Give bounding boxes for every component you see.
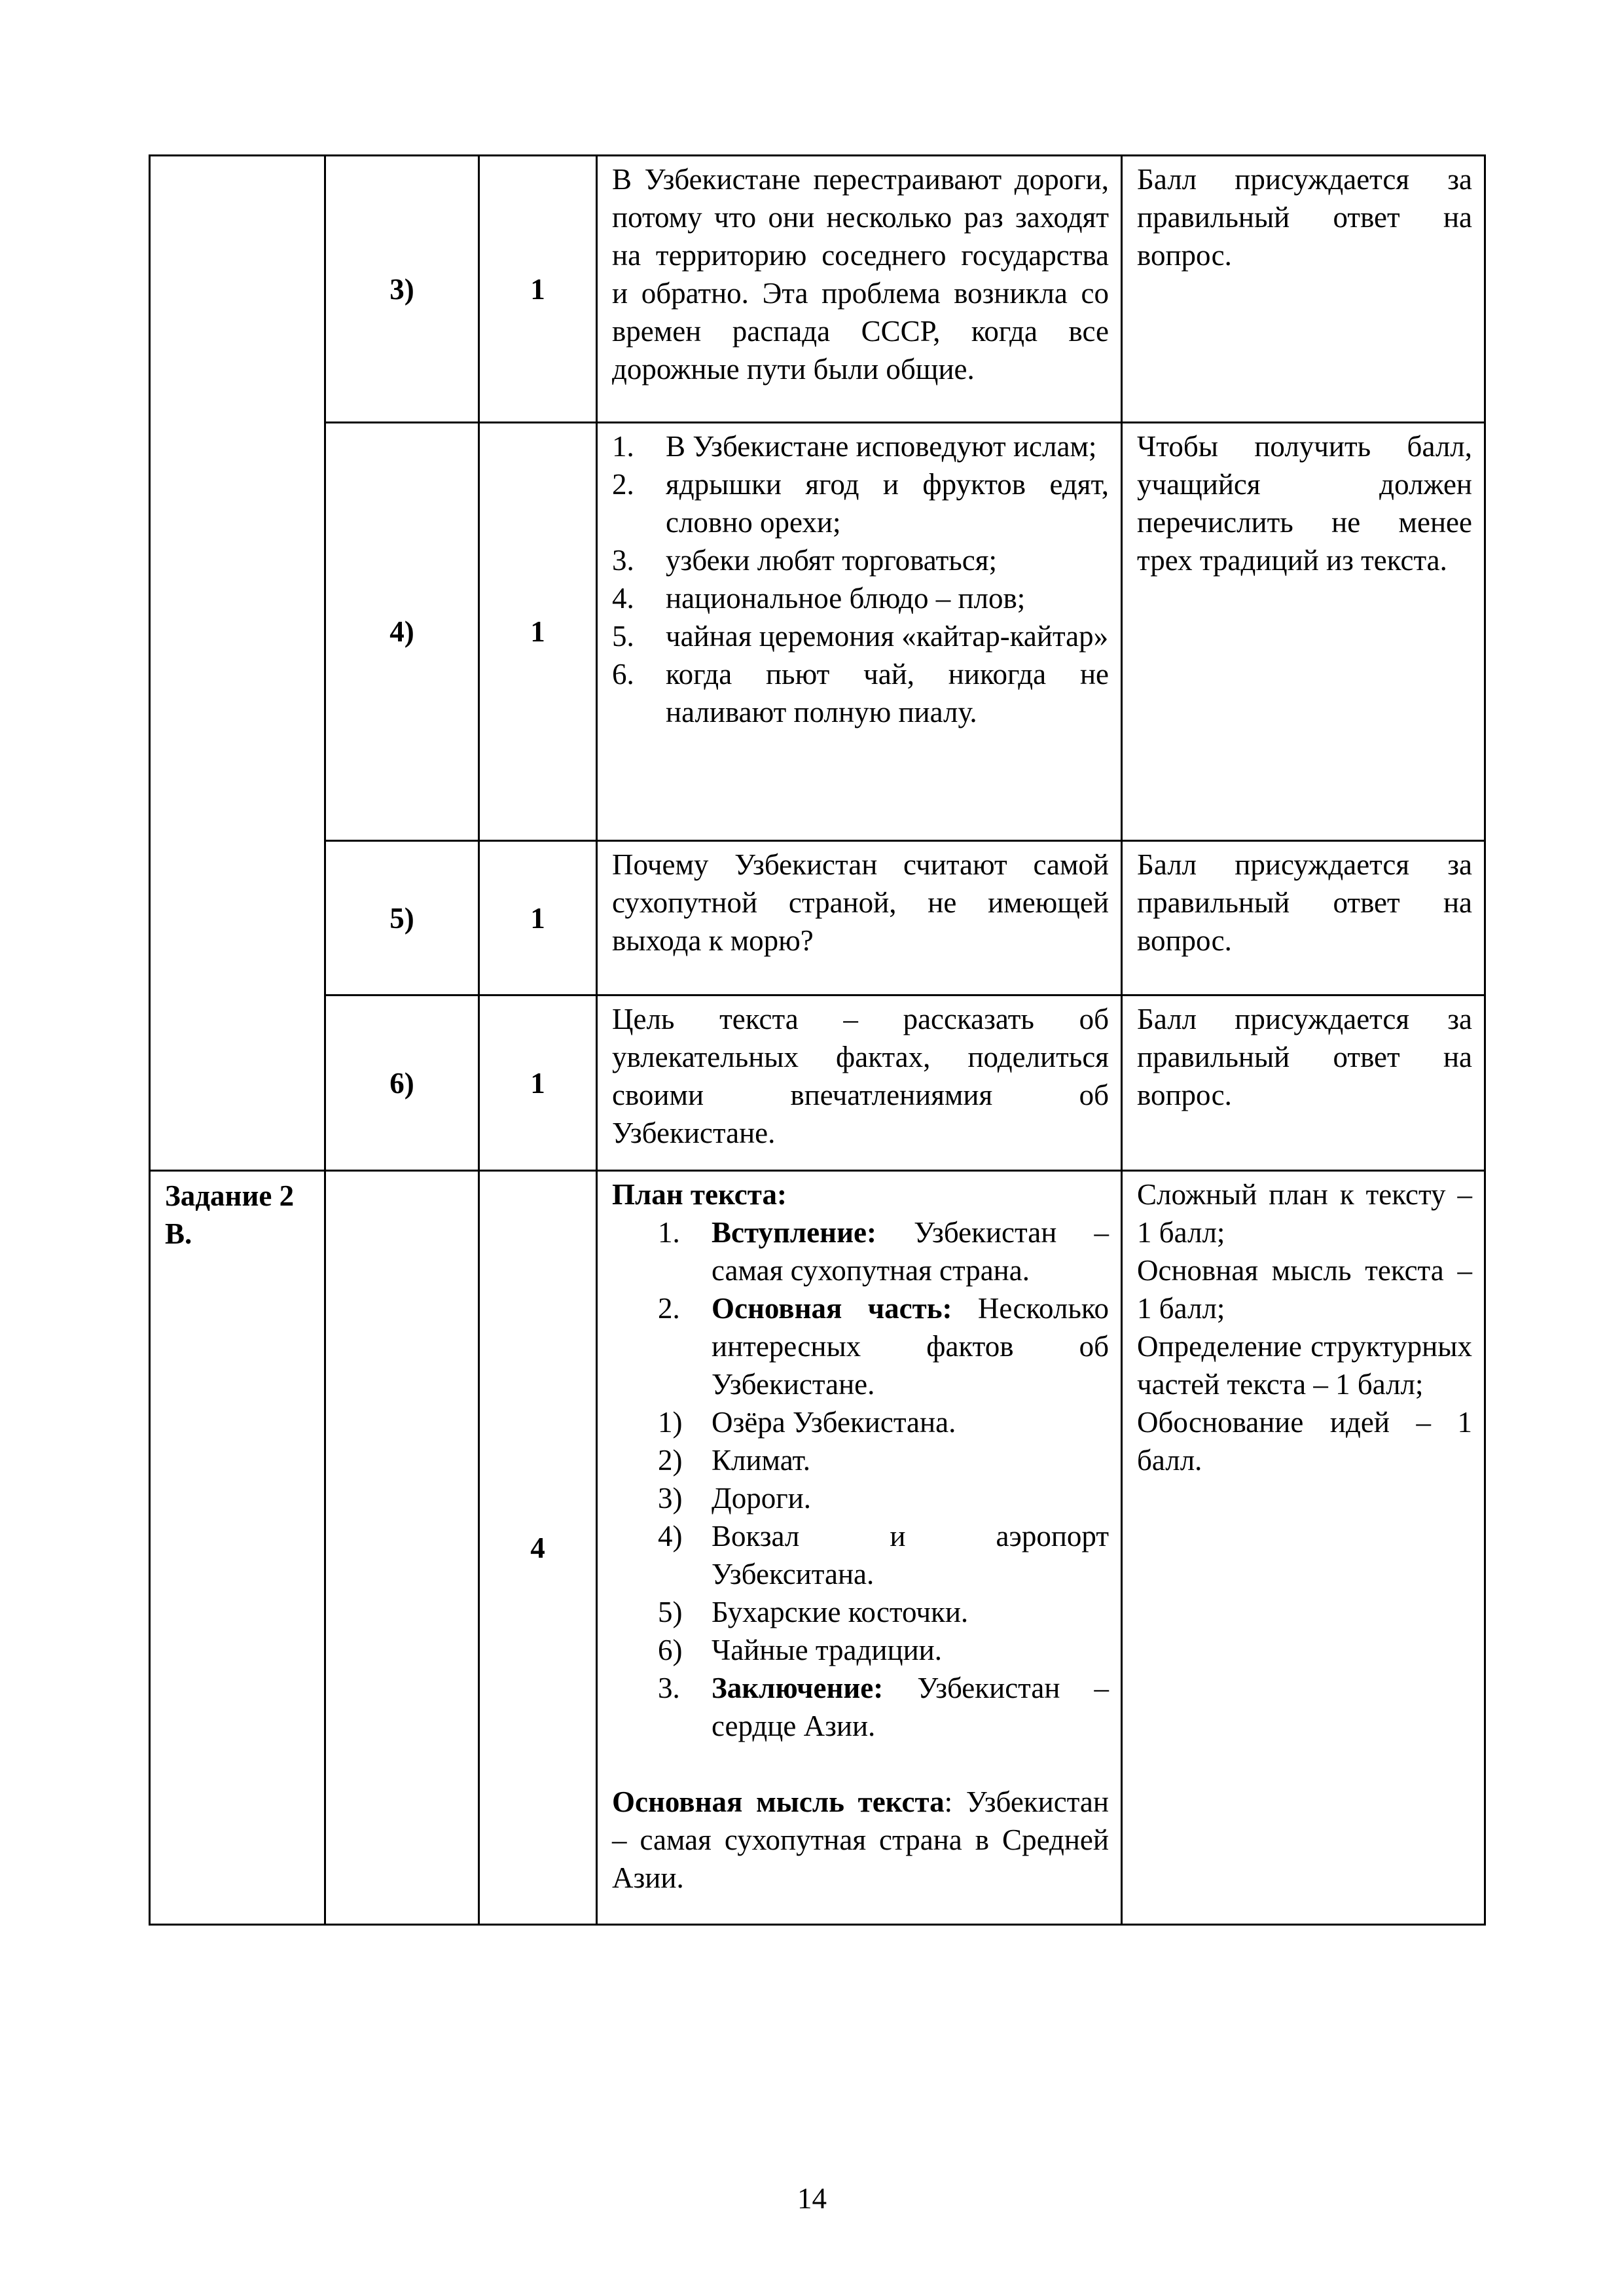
answer-cell: Почему Узбекистан считают самой сухопутной страной, не имеющей выхода к морю? xyxy=(597,841,1122,996)
subtask-number: 6) xyxy=(325,996,479,1171)
list-item: 2) Климат. xyxy=(658,1444,811,1477)
list-item: 2. ядрышки ягод и фруктов едят, словно орехи; xyxy=(612,468,1109,539)
list-item: 4) Вокзал и аэропорт Узбекситана. xyxy=(658,1520,1109,1590)
score-cell: 1 xyxy=(479,423,597,841)
score-cell: 1 xyxy=(479,996,597,1171)
score-cell: 1 xyxy=(479,156,597,423)
criteria-cell: Чтобы получить балл, учащийся должен перечислить не менее трех традиций из текста. xyxy=(1122,423,1485,841)
list-item: 1. В Узбекистане исповедуют ислам; xyxy=(612,430,1097,463)
subtask-number-empty xyxy=(325,1171,479,1925)
table-row xyxy=(150,423,1485,841)
plan-intro: 1. Вступление: Узбекистан – самая сухопутная страна. xyxy=(658,1216,1109,1287)
list-item: 6) Чайные традиции. xyxy=(658,1634,943,1666)
plan-main: 2. Основная часть: Несколько интересных фактов об Узбекистане. xyxy=(658,1292,1109,1401)
plan-conclusion: 3. Заключение: Узбекистан – сердце Азии. xyxy=(658,1672,1109,1742)
table-row xyxy=(150,156,1485,423)
table-row xyxy=(150,996,1485,1171)
list-item: 3) Дороги. xyxy=(658,1482,811,1515)
task-label: Задание 2 В. xyxy=(150,1171,325,1925)
task-cell-empty xyxy=(150,156,325,1171)
subtask-number: 5) xyxy=(325,841,479,996)
page-number: 14 xyxy=(797,2182,827,2215)
assessment-table xyxy=(149,154,1486,1926)
score-cell: 1 xyxy=(479,841,597,996)
table-row xyxy=(150,841,1485,996)
answer-cell: В Узбекистане перестраивают дороги, потому что они несколько раз заходят на территорию соседнего государства и обратно. Эта проблема возникла со времен распада СССР, когда все дорожные пути были общие. xyxy=(597,156,1122,423)
criteria-cell: Балл присуждается за правильный ответ на вопрос. xyxy=(1122,156,1485,423)
main-idea: Основная мысль текста: Узбекистан – самая сухопутная страна в Средней Азии. xyxy=(612,1785,1109,1894)
plan-title: План текста: xyxy=(612,1178,787,1211)
subtask-number: 3) xyxy=(325,156,479,423)
list-item: 5) Бухарские косточки. xyxy=(658,1596,969,1628)
list-item: 5. чайная церемония «кайтар-кайтар» xyxy=(612,620,1109,653)
answer-list-cell xyxy=(597,423,1122,841)
score-cell: 4 xyxy=(479,1171,597,1925)
subtask-number: 4) xyxy=(325,423,479,841)
list-item: 3. узбеки любят торговаться; xyxy=(612,544,997,577)
plan-cell xyxy=(597,1171,1122,1925)
answer-cell: Цель текста – рассказать об увлекательных фактах, поделиться своими впечатлениямия об Узбекистане. xyxy=(597,996,1122,1171)
plan-list xyxy=(612,1213,1109,1745)
table-row xyxy=(150,1171,1485,1925)
criteria-cell: Балл присуждается за правильный ответ на вопрос. xyxy=(1122,996,1485,1171)
criteria-cell: Балл присуждается за правильный ответ на вопрос. xyxy=(1122,841,1485,996)
list-item: 1) Озёра Узбекистана. xyxy=(658,1406,956,1439)
criteria-cell: Сложный план к тексту – 1 балл; Основная мысль текста – 1 балл; Определение структурных частей текста – 1 балл; Обоснование идей – 1 балл. xyxy=(1122,1171,1485,1925)
list-item: 4. национальное блюдо – плов; xyxy=(612,582,1026,615)
list-item: 6. когда пьют чай, никогда не наливают полную пиалу. xyxy=(612,658,1109,728)
